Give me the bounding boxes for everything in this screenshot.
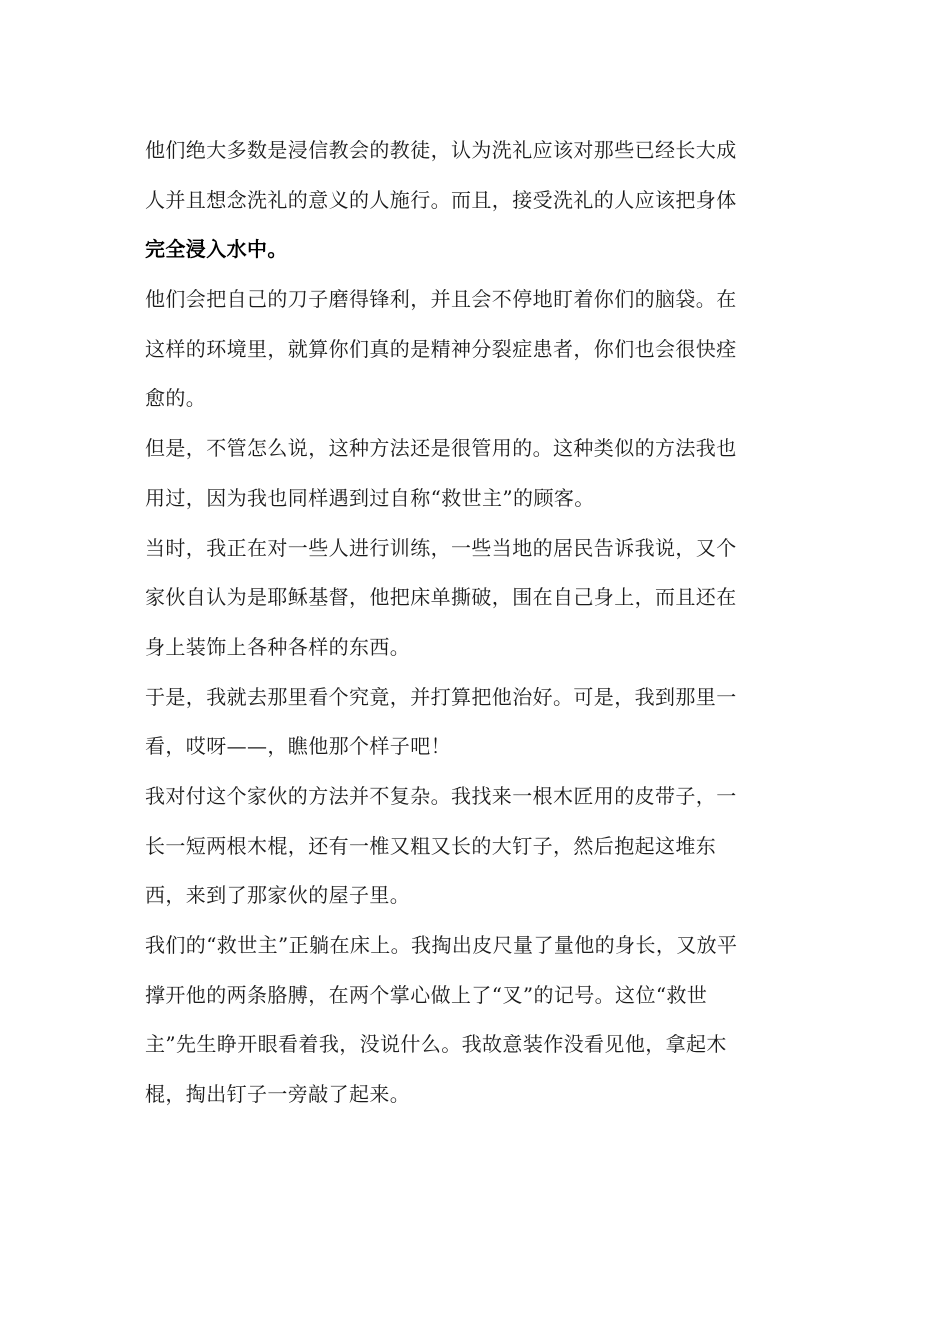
document-body bbox=[145, 126, 805, 1120]
text-line: 当时，我正在对一些人进行训练，一些当地的居民告诉我说，又个 bbox=[145, 535, 737, 560]
text-line: 他们会把自己的刀子磨得锋利，并且会不停地盯着你们的脑袋。在 bbox=[145, 287, 737, 312]
text-line: 人并且想念洗礼的意义的人施行。而且，接受洗礼的人应该把身体 bbox=[145, 187, 737, 212]
text-line: 西，来到了那家伙的屋子里。 bbox=[145, 883, 411, 908]
text-line: 看，哎呀——，瞧他那个样子吧！ bbox=[145, 734, 451, 759]
text-line: 我们的“救世主”正躺在床上。我掏出皮尺量了量他的身长，又放平 bbox=[145, 933, 738, 957]
text-line: 用过，因为我也同样遇到过自称“救世主”的顾客。 bbox=[145, 485, 595, 510]
text-line: 我对付这个家伙的方法并不复杂。我找来一根木匠用的皮带子，一 bbox=[145, 783, 737, 808]
text-line: 这样的环境里，就算你们真的是精神分裂症患者，你们也会很快痊 bbox=[145, 336, 737, 361]
text-line: 他们绝大多数是浸信教会的教徒，认为洗礼应该对那些已经长大成 bbox=[145, 138, 737, 162]
text-line: 棍，掏出钉子一旁敲了起来。 bbox=[145, 1082, 411, 1107]
text-line: 身上装饰上各种各样的东西。 bbox=[145, 634, 411, 659]
text-line: 长一短两根木棍，还有一椎又粗又长的大钉子，然后抱起这堆东 bbox=[145, 833, 717, 858]
text-line: 于是，我就去那里看个究竟，并打算把他治好。可是，我到那里一 bbox=[145, 684, 737, 709]
text-line: 家伙自认为是耶稣基督，他把床单撕破，围在自己身上，而且还在 bbox=[145, 585, 737, 610]
text-line: 但是，不管怎么说，这种方法还是很管用的。这种类似的方法我也 bbox=[145, 436, 737, 461]
text-line: 主”先生睁开眼看着我，没说什么。我故意装作没看见他，拿起木 bbox=[145, 1032, 727, 1057]
text-line: 愈的。 bbox=[145, 386, 207, 411]
text-line: 撑开他的两条胳膊，在两个掌心做上了“叉”的记号。这位“救世 bbox=[145, 982, 708, 1007]
text-line-bold: 完全浸入水中。 bbox=[145, 237, 288, 262]
